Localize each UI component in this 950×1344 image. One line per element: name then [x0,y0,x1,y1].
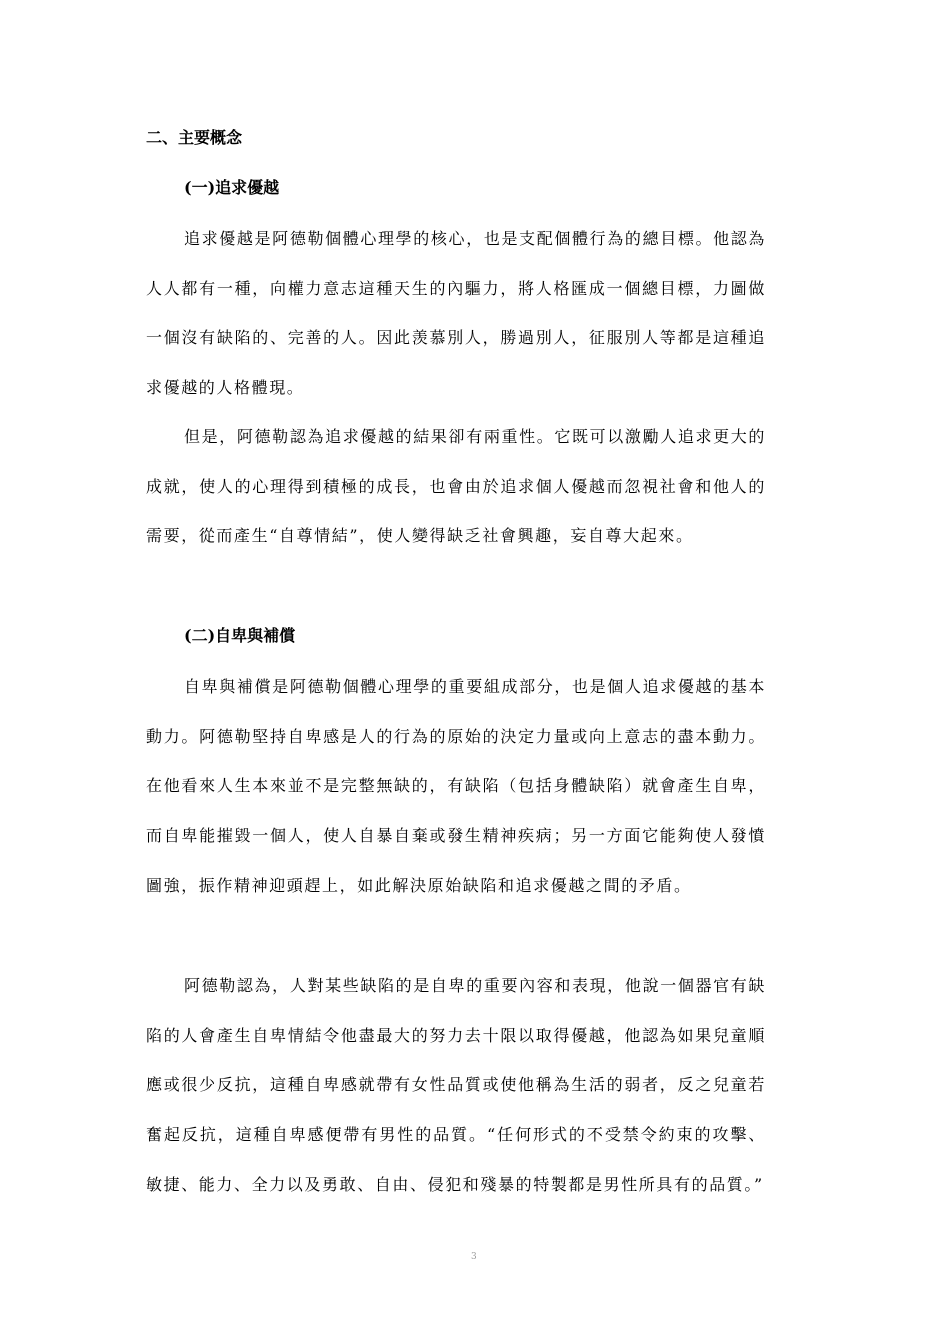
paragraph-inferiority-motivation: 自卑與補償是阿德勒個體心理學的重要組成部分，也是個人追求優越的基本動力。阿德勒堅持自卑感是人的行為的原始的決定力量或向上意志的盡本動力。在他看來人生本來並不是完整無缺的，有缺陷（包括身體缺陷）就會產生自卑，而自卑能摧毀一個人，使人自暴自棄或發生精神疾病；另一方面它能夠使人發憤圖強，振作精神迎頭趕上，如此解決原始缺陷和追求優越之間的矛盾。 [146,677,766,895]
subsection-heading-pursuit-of-superiority: (一)追求優越 [184,178,280,197]
subsection-heading-inferiority-compensation: (二)自卑與補償 [184,626,296,645]
section-heading-main-concepts: 二、主要概念 [146,128,243,147]
paragraph-inferiority-defects: 阿德勒認為，人對某些缺陷的是自卑的重要內容和表現，他說一個器官有缺陷的人會產生自卑情結令他盡最大的努力去十限以取得優越，他認為如果兒童順應或很少反抗，這種自卑感就帶有女性品質或使他稱為生活的弱者，反之兒童若奮起反抗，這種自卑感便帶有男性的品質。“任何形式的不受禁令約束的攻擊、敏捷、能力、全力以及勇敢、自由、侵犯和殘暴的特製都是男性所具有的品質。” [146,976,766,1194]
paragraph-superiority-core: 追求優越是阿德勒個體心理學的核心，也是支配個體行為的總目標。他認為人人都有一種，向權力意志這種天生的內驅力，將人格匯成一個總目標，力圖做一個沒有缺陷的、完善的人。因此羡慕別人，勝過別人，征服別人等都是這種追求優越的人格體現。 [146,229,766,398]
page-number: 3 [471,1252,477,1262]
paragraph-superiority-duality: 但是，阿德勒認為追求優越的結果卻有兩重性。它既可以激勵人追求更大的成就，使人的心理得到積極的成長，也會由於追求個人優越而忽視社會和他人的需要，從而產生“自尊情結”，使人變得缺乏社會興趣，妄自尊大起來。 [146,427,766,546]
